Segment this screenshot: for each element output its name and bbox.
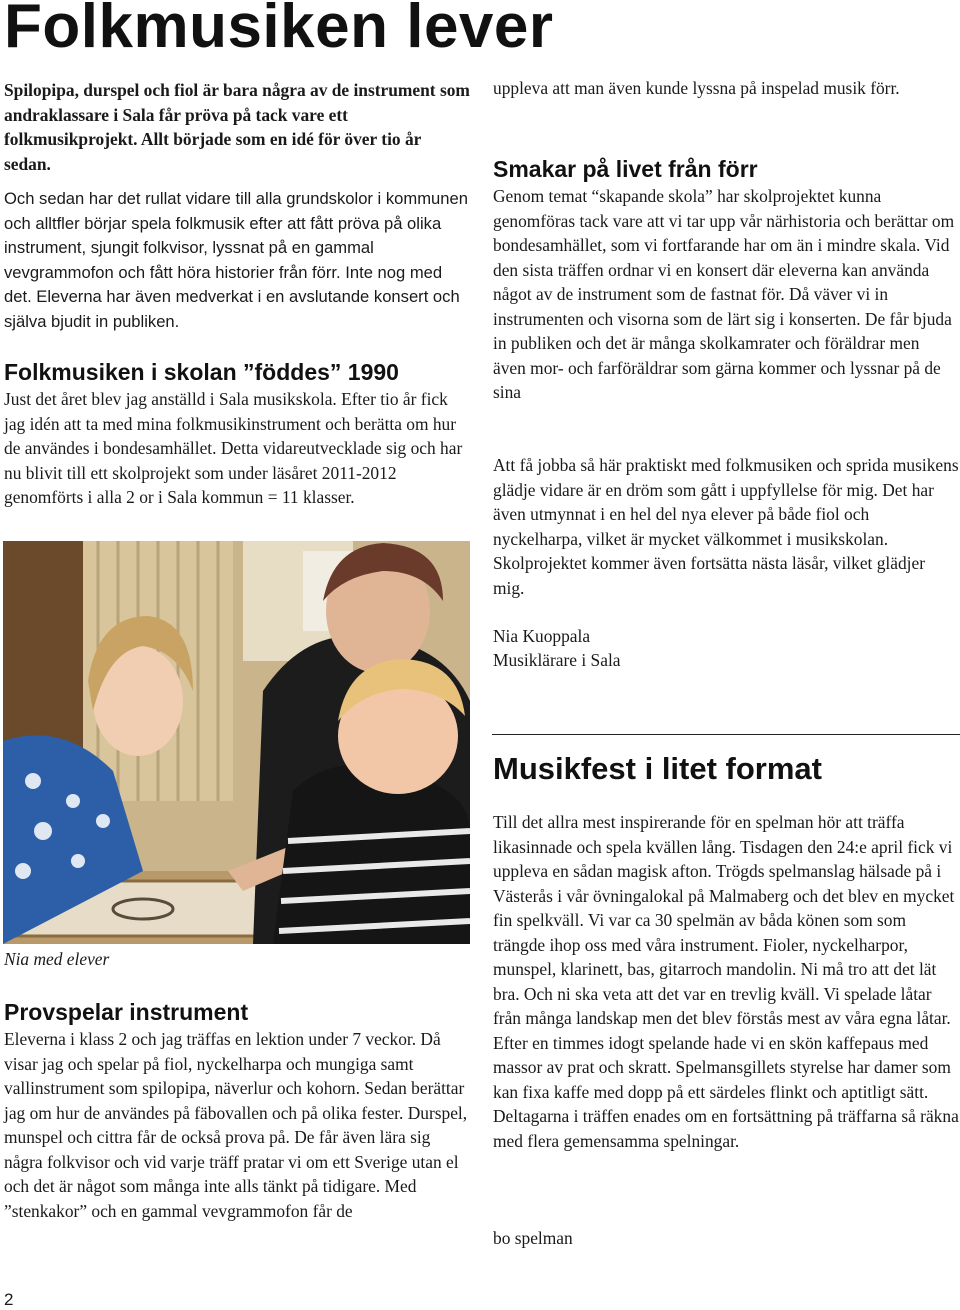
section-heading-folkmusiken-i-skolan: Folkmusiken i skolan ”föddes” 1990 [4,359,399,385]
intro-paragraph: Och sedan har det rullat vidare till alla grundskolor i kommunen och alltfler börjar spela folkmusik efter att fått pröva på olika instrument, sjungit folkvisor, lyssnat på en gammal vevgrammofon och fått höra historier från förr. Inte nog med det. Eleverna har även medverkat i en avslutande konsert och själva bjudit in publiken. [4,189,468,331]
section-heading-smakar-pa-livet: Smakar på livet från förr [493,156,758,182]
section-body-folkmusiken-i-skolan: Just det året blev jag anställd i Sala musikskola. Efter tio år fick jag idén att ta med mina folkmusikinstrument och berätta om hur de användes i bondesamhället. Detta vidareutvecklade sig och har nu blivit till ett skolprojekt som under läsåret 2011-2012 genomförts i alla 2 or i Sala kommun = 11 klasser. [4,389,463,507]
signature-name: Nia Kuoppala [493,626,591,646]
article-lead: Spilopipa, durspel och fiol är bara några av de instrument som andraklassare i Sala får pröva på tack vare ett folkmusikprojekt. Allt började som en idé för över tio år sedan. [4,80,470,174]
section-body-smakar-pa-livet-2: Att få jobba så här praktiskt med folkmusiken och sprida musikens glädje vidare är en dröm som gått i uppfyllelse för mig. Det har även utmynnat i en hel del nya elever på både fiol och nyckelharpa, vilket är mycket välkommet i musikskolan. Skolprojektet kommer även fortsätta nästa läsår, vilket glädjer mig. [493,455,959,598]
section-body-musikfest: Till det allra mest inspirerande för en spelman hör att träffa likasinnade och spela kvällen lång. Tisdagen den 24:e april fick vi uppleva en sådan magisk afton. Trögds spelmanslag hälsade på i Västerås i vår övningalokal på Malmaberg och det blev en mycket fin spelkväll. Vi var ca 30 spelmän av båda könen som som trängde ihop oss med våra instrument. Fioler, nyckelharpor, munspel, klarinett, bas, gitarroch mandolin. Ni må tro att det lät bra. Och ni ska veta att det var en trevlig kväll. Vi spelade låtar från många landskap men det blev förstås mest av våra egna låtar. Efter en timmes idogt spelande hade vi en skön kaffepaus med massor av prat och skratt. Spelmansgillets styrelse har damer som kan fixa kaffe med dopp på ett särdeles flinkt och aptitligt sätt. Deltagarna i träffen enades om en fortsättning på träffarna så räkna med flera gemensamma spelningar. [493,812,959,1151]
article-title: Folkmusiken lever [4,0,554,61]
column-continuation: uppleva att man även kunde lyssna på inspelad musik förr. [493,78,900,98]
section-body-provspelar-instrument: Eleverna i klass 2 och jag träffas en lektion under 7 veckor. Då visar jag och spelar på fiol, nyckelharpa och mungiga samt vallinstrument som spilopipa, näverlur och kohorn. Sedan berättar jag om hur de användes på fäbovallen och på olika fester. Durspel, munspel och cittra får de också prova på. De får även lära sig några folkvisor och vid varje träff pratar vi om ett Sverige utan el och det är något som många inte alls tänkt på tidigare. Med ”stenkakor” och en gammal vevgrammofon får de [4,1029,468,1221]
section-divider [492,734,960,735]
section-body-smakar-pa-livet: Genom temat “skapande skola” har skolprojektet kunna genomföras tack vare att vi tar upp vår närhistoria och berättar om bondesamhället, som vi fortfarande har om än i mindre skala. Vid den sista träffen ordnar vi en konsert där eleverna kan använda något av de instrument som de fastnat för. Då väver vi in instrumenten och visorna som de lärt sig i konserten. De får bjuda in publiken och det är många skolkamrater och föräldrar men även mor- och farföräldrar som gärna kommer och lyssnar på de sina [493,186,955,402]
photo-illustration [3,541,470,944]
photo-nia-with-students [3,541,470,944]
signature-bo-spelman: bo spelman [493,1228,573,1248]
photo-caption: Nia med elever [4,949,110,969]
page-number: 2 [4,1290,14,1309]
section-heading-provspelar-instrument: Provspelar instrument [4,999,249,1025]
section-heading-musikfest: Musikfest i litet format [493,751,822,786]
signature-title: Musiklärare i Sala [493,650,621,670]
